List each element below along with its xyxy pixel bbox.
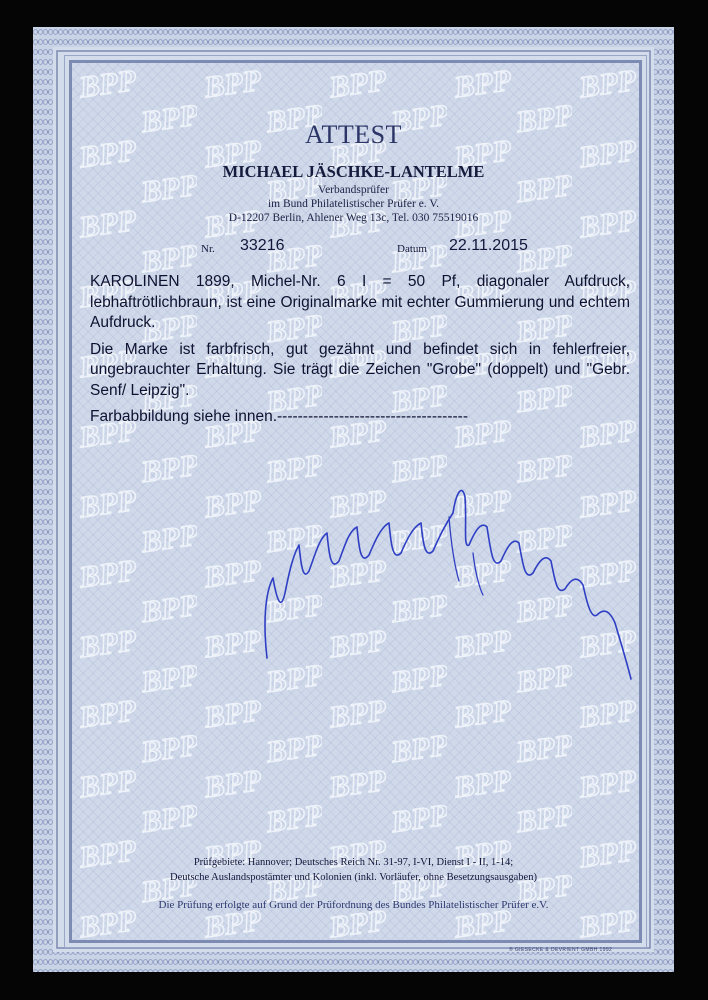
exam-areas-line-2: Deutsche Auslandspostämter und Kolonien (inkl. Vorläufer, ohne Besetzungsausgaben) [170,872,537,883]
exam-regulation-note: Die Prüfung erfolgte auf Grund der Prüfordnung des Bundes Philatelistischer Prüfer e.V. [158,899,549,911]
date-label: Datum [397,243,427,255]
certificate-number: 33216 [240,237,285,254]
certificate-date: 22.11.2015 [449,237,528,254]
stamp-description: KAROLINEN 1899, Michel-Nr. 6 I = 50 Pf, diagonaler Aufdruck, lebhaftrötlichbraun, ist eine Originalmarke mit echter Gummierung und echtem Aufdruck. [90,273,630,331]
examiner-name: MICHAEL JÄSCHKE-LANTELME [222,162,485,181]
printer-imprint: ® GIESECKE & DEVRIENT GMBH 1992 [509,947,613,953]
examiner-address: D-12207 Berlin, Ahlener Weg 13c, Tel. 030 75519016 [228,212,479,224]
condition-description: Die Marke ist farbfrisch, gut gezähnt und befindet sich in fehlerfreier, ungebrauchter Erhaltung. Sie trägt die Zeichen "Grobe" (doppelt) und "Gebr. Senf/ Leipzig". [90,340,630,399]
certificate-number-label: Nr. [201,243,215,255]
examiner-role: Verbandsprüfer [318,184,389,196]
handwritten-signature-icon [253,483,653,683]
exam-areas-line-1: Prüfgebiete: Hannover; Deutsches Reich Nr. 31-97, I-VI, Dienst I - II, 1-14; [193,857,514,868]
certificate-body [90,272,630,434]
color-image-note: Farbabbildung siehe innen.------------------------------------- [90,408,468,425]
certificate-title: ATTEST [305,120,402,149]
certificate-sheet [33,27,674,972]
association-name: im Bund Philatelistischer Prüfer e. V. [267,198,440,210]
